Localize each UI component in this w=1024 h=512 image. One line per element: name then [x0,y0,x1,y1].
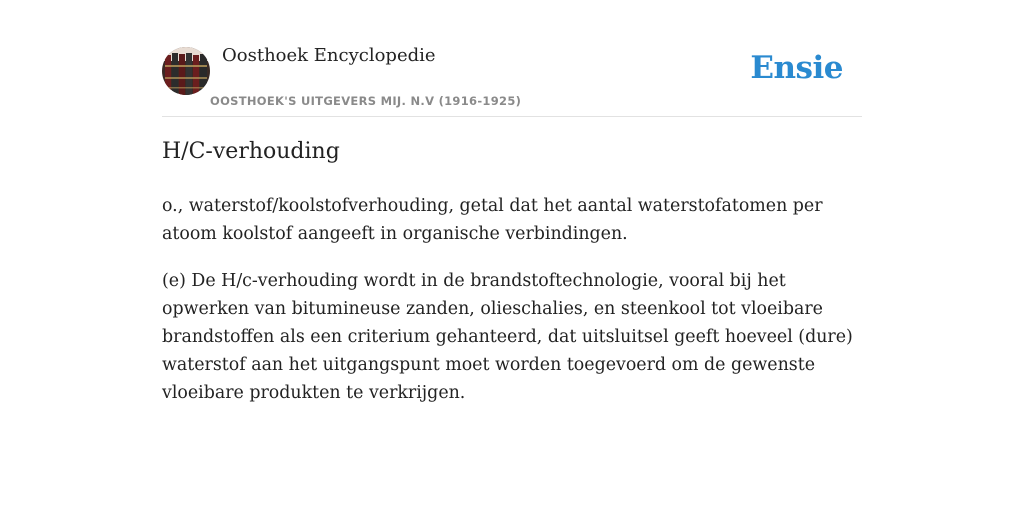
source-title[interactable]: Oosthoek Encyclopedie [222,45,436,66]
entry-paragraph: o., waterstof/koolstofverhouding, getal dat het aantal waterstofatomen per atoom koolstof aangeeft in organische verbindingen. [162,196,823,244]
ensie-logo-link[interactable]: Ensie [750,50,843,86]
entry-body [162,192,862,426]
book-spines-icon [162,47,210,95]
source-header [162,0,862,117]
entry-paragraph: (e) De H/c-verhouding wordt in de brandstoftechnologie, vooral bij het opwerken van bitumineuse zanden, olieschalies, en steenkool tot vloeibare brandstoffen als een criterium gehanteerd, dat uitsluitsel geeft hoeveel (dure) waterstof aan het uitgangspunt moet worden toegevoerd om de gewenste vloeibare produkten te verkrijgen. [162,271,853,403]
entry-title: H/C-verhouding [162,139,340,164]
article-container [162,0,862,403]
source-publisher: OOSTHOEK'S UITGEVERS MIJ. N.V (1916-1925) [210,94,522,108]
source-avatar[interactable] [162,47,210,95]
